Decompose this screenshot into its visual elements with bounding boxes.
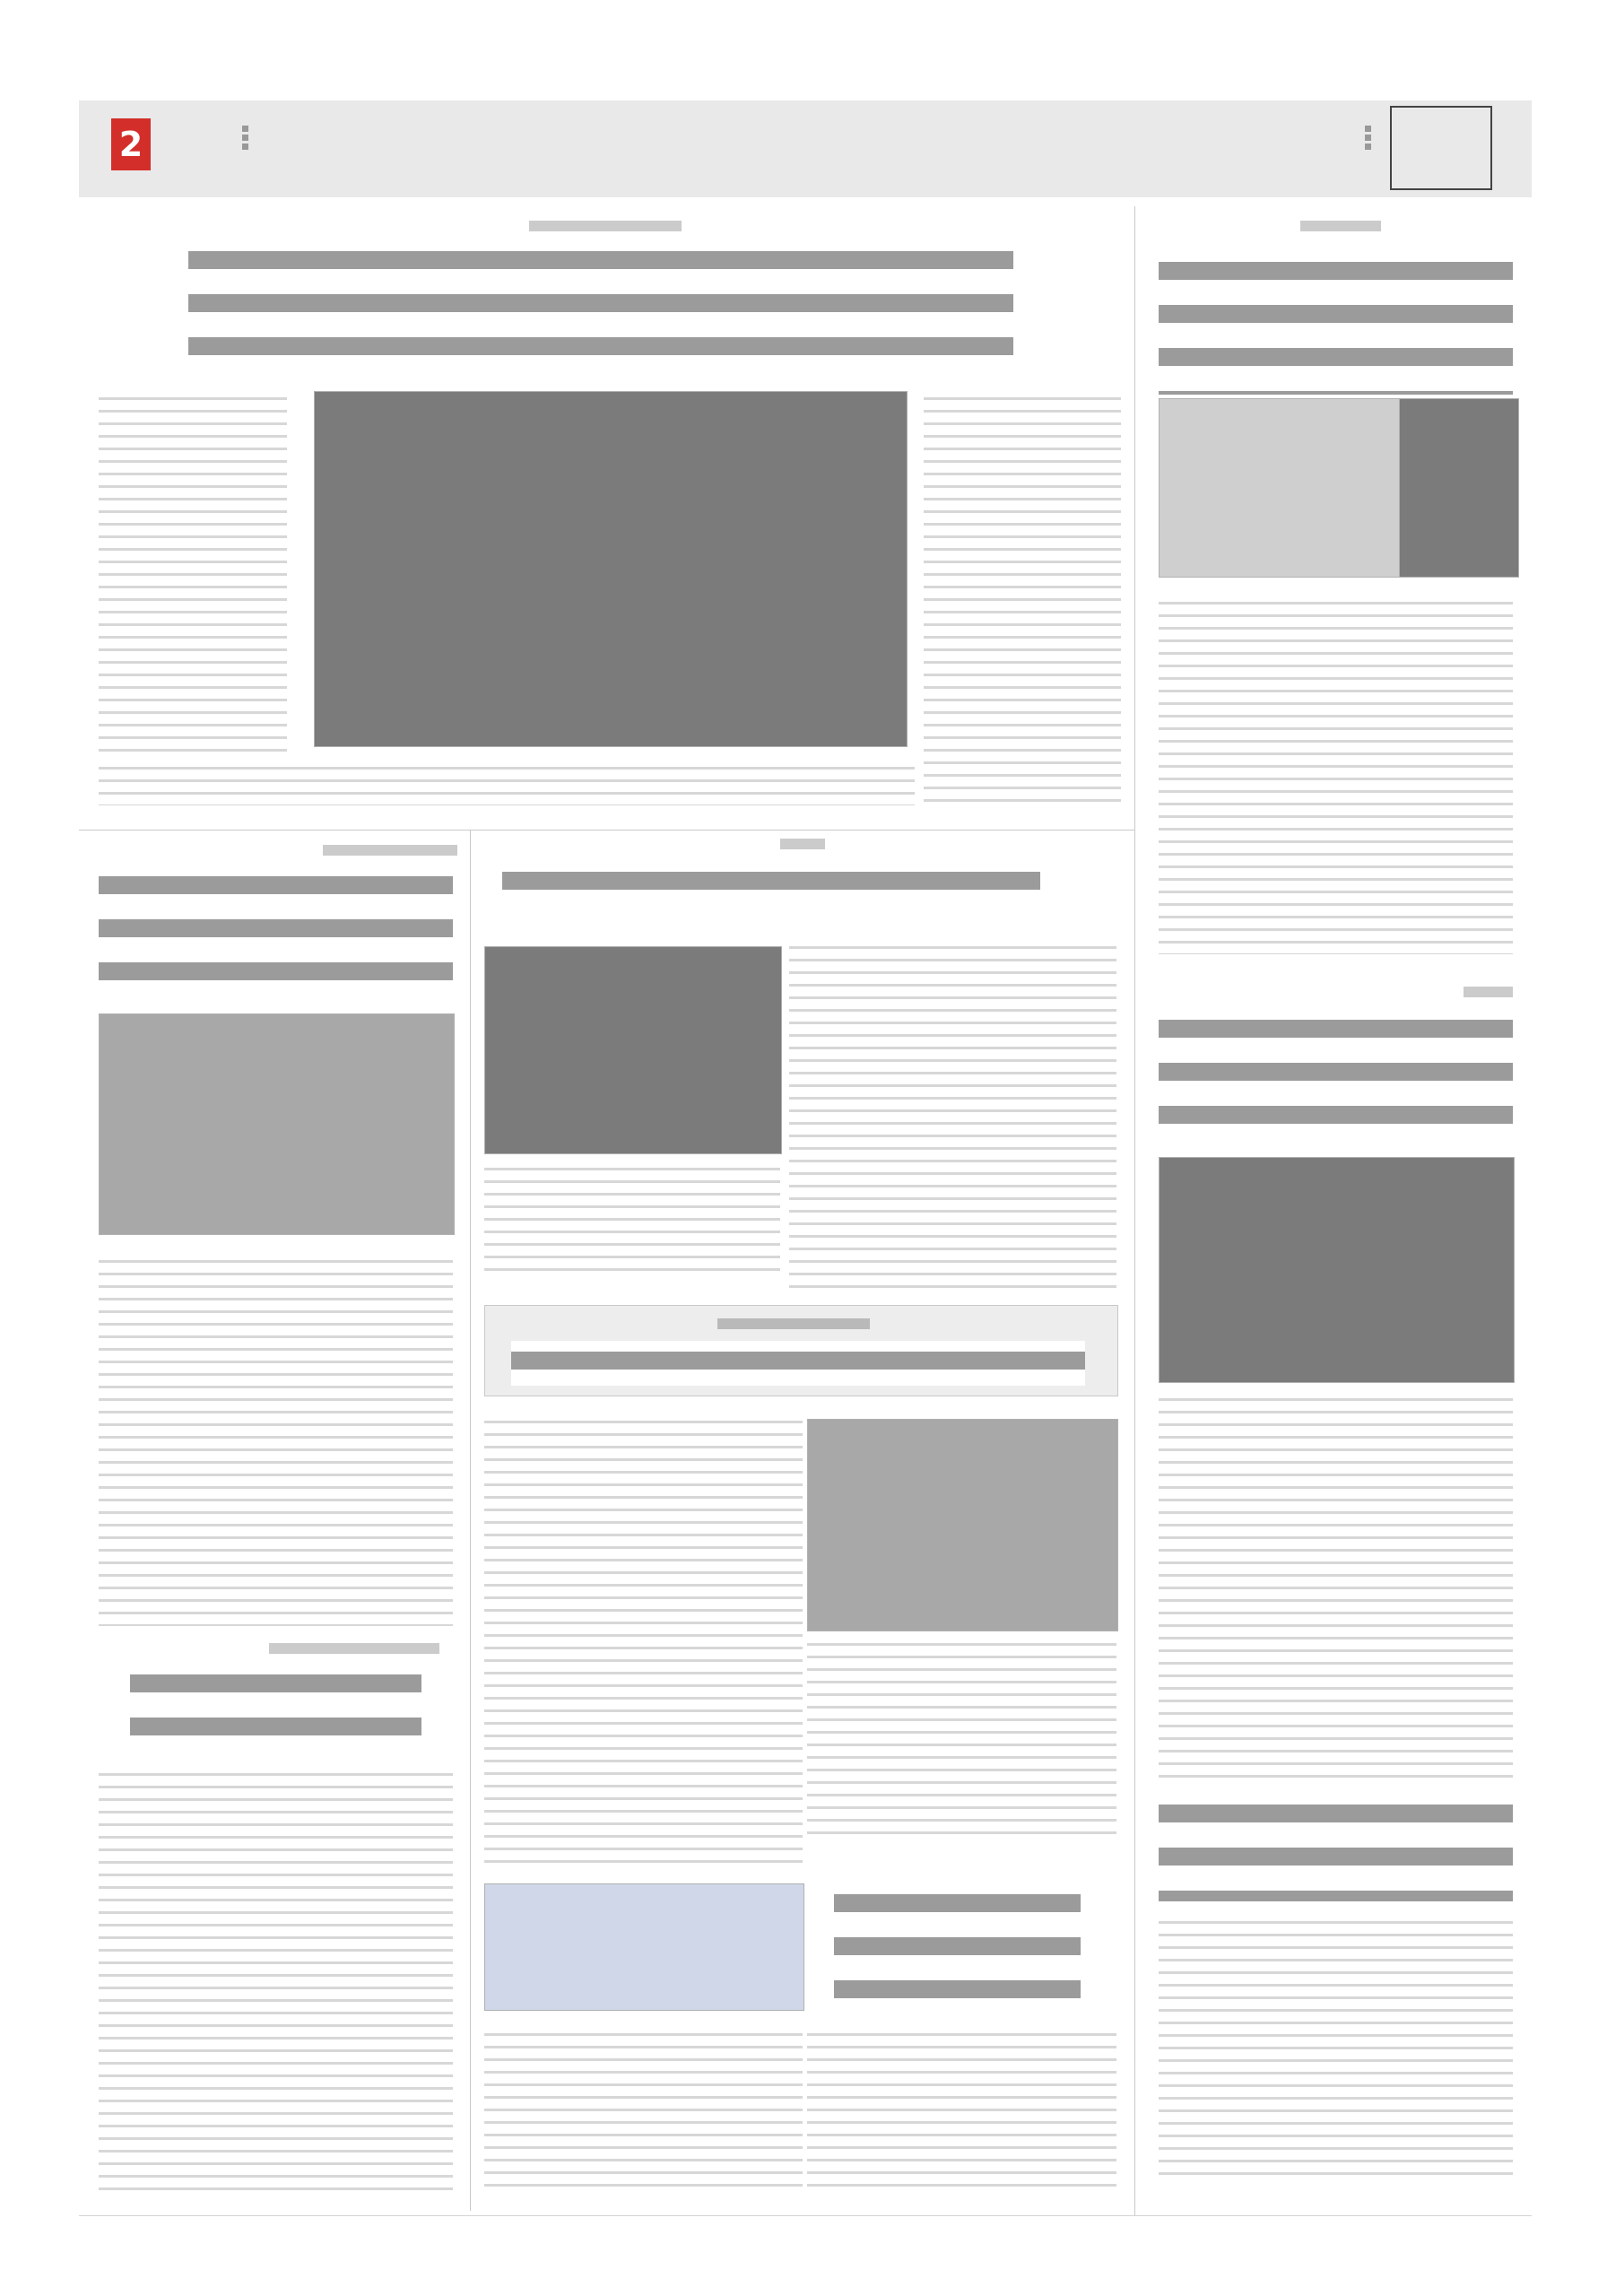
article-photo	[314, 391, 908, 747]
article-headline	[1159, 1794, 1513, 1901]
article-kicker	[1464, 987, 1513, 997]
header-dot	[1365, 135, 1371, 141]
article-text-column	[99, 391, 287, 759]
column-divider	[1134, 206, 1135, 2215]
header-dot	[242, 135, 248, 141]
article-photo	[1399, 398, 1519, 578]
article-photo	[1159, 1157, 1515, 1383]
article-kicker	[717, 1318, 870, 1329]
article-text-column	[99, 761, 915, 805]
article-headline	[99, 865, 453, 1000]
page-footer-line	[79, 2215, 1532, 2216]
article-text-column	[924, 391, 1121, 804]
article-text-column	[99, 1254, 453, 1626]
header-dot	[1365, 126, 1371, 132]
article-kicker	[529, 221, 682, 231]
article-photo	[484, 946, 782, 1154]
header-dot	[242, 144, 248, 150]
article-headline	[834, 1883, 1081, 2022]
article-kicker	[1300, 221, 1381, 231]
article-text-column	[484, 1414, 803, 1867]
article-headline	[502, 861, 1040, 915]
article-kicker	[323, 845, 457, 856]
article-kicker	[780, 839, 825, 849]
article-text-column	[789, 940, 1116, 1290]
article-text-column	[807, 2027, 1116, 2193]
logo-image	[484, 1883, 804, 2011]
article-headline	[1159, 1009, 1513, 1139]
article-headline	[1159, 251, 1513, 395]
article-headline	[130, 1664, 421, 1753]
article-text-column	[1159, 1915, 1513, 2184]
section-divider	[79, 830, 1134, 831]
article-text-column	[484, 2027, 803, 2193]
newspaper-header	[79, 100, 1532, 197]
article-text-column	[99, 1767, 453, 2197]
article-photo	[1159, 398, 1401, 578]
article-headline	[511, 1341, 1085, 1386]
header-dot	[1365, 144, 1371, 150]
newspaper-logo	[1390, 106, 1492, 190]
main-headline	[188, 240, 1013, 375]
article-text-column	[1159, 1392, 1513, 1787]
article-text-column	[1159, 596, 1513, 954]
article-kicker	[269, 1643, 439, 1654]
page-number: 2	[111, 118, 151, 170]
article-text-column	[484, 1161, 780, 1278]
header-dot	[242, 126, 248, 132]
article-text-column	[807, 1637, 1116, 1843]
column-divider	[470, 830, 471, 2211]
article-photo	[807, 1419, 1118, 1631]
article-photo	[99, 1013, 455, 1235]
